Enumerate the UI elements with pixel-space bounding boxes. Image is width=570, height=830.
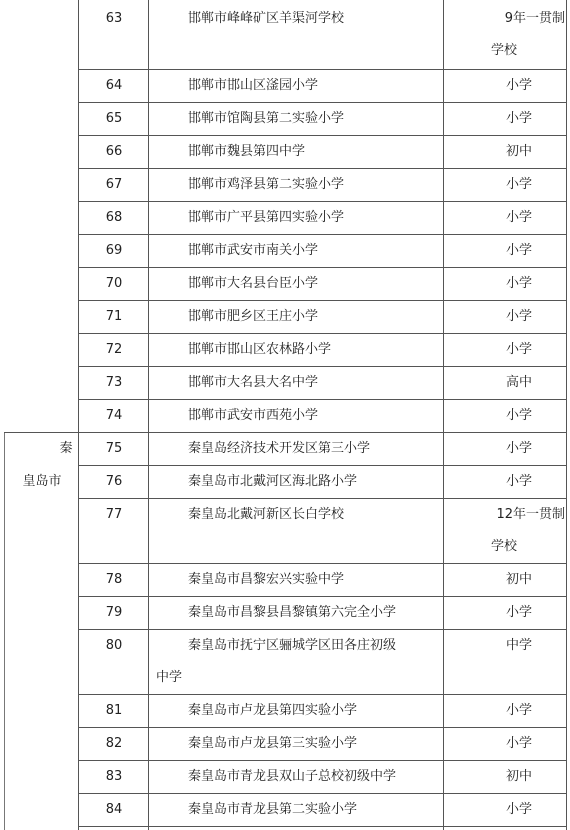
school-type: 初中	[505, 572, 532, 587]
row-number: 70	[105, 276, 123, 291]
row-divider	[78, 694, 567, 695]
school-type-cont: 学校	[490, 43, 517, 58]
row-divider	[78, 333, 567, 334]
school-name: 邯郸市邯山区滏园小学	[188, 78, 319, 93]
school-name: 秦皇岛市抚宁区骊城学区田各庄初级	[188, 638, 397, 653]
row-divider	[78, 69, 567, 70]
school-type: 小学	[505, 111, 532, 126]
row-number: 75	[105, 441, 123, 456]
row-number: 82	[105, 736, 123, 751]
row-divider	[78, 498, 567, 499]
city-label-line2: 皇岛市	[22, 474, 62, 489]
row-number: 64	[105, 78, 123, 93]
school-type: 小学	[505, 243, 532, 258]
row-number: 77	[105, 507, 123, 522]
school-type: 小学	[505, 177, 532, 192]
row-number: 68	[105, 210, 123, 225]
school-name: 秦皇岛经济技术开发区第三小学	[188, 441, 371, 456]
city-label-line1: 秦	[59, 441, 73, 456]
school-name: 邯郸市峰峰矿区羊渠河学校	[188, 11, 345, 26]
row-divider	[78, 135, 567, 136]
row-divider	[78, 267, 567, 268]
row-divider	[78, 826, 567, 827]
row-divider	[78, 399, 567, 400]
school-type: 小学	[505, 78, 532, 93]
school-type: 小学	[505, 276, 532, 291]
school-type: 初中	[505, 769, 532, 784]
school-name: 秦皇岛市卢龙县第四实验小学	[188, 703, 358, 718]
school-type: 小学	[505, 474, 532, 489]
school-type: 初中	[505, 144, 532, 159]
school-name: 邯郸市大名县台臣小学	[188, 276, 319, 291]
school-name: 邯郸市广平县第四实验小学	[188, 210, 345, 225]
row-number: 73	[105, 375, 123, 390]
school-type: 高中	[505, 375, 532, 390]
school-type: 小学	[505, 736, 532, 751]
row-divider	[78, 102, 567, 103]
row-number: 72	[105, 342, 123, 357]
row-divider	[78, 596, 567, 597]
row-divider	[78, 563, 567, 564]
row-divider	[78, 793, 567, 794]
school-type: 小学	[505, 802, 532, 817]
row-divider	[4, 432, 567, 433]
school-type: 中学	[505, 638, 532, 653]
row-number: 78	[105, 572, 123, 587]
school-name: 邯郸市魏县第四中学	[188, 144, 306, 159]
school-type: 12年一贯制	[496, 507, 565, 522]
school-type: 小学	[505, 441, 532, 456]
row-number: 74	[105, 408, 123, 423]
school-name: 邯郸市武安市南关小学	[188, 243, 319, 258]
row-divider	[78, 727, 567, 728]
row-number: 79	[105, 605, 123, 620]
school-type: 小学	[505, 605, 532, 620]
school-name: 邯郸市武安市西苑小学	[188, 408, 319, 423]
school-name: 邯郸市大名县大名中学	[188, 375, 319, 390]
row-divider	[78, 201, 567, 202]
school-name-cont: 中学	[156, 670, 183, 685]
row-divider	[78, 465, 567, 466]
school-type: 小学	[505, 309, 532, 324]
row-number: 67	[105, 177, 123, 192]
school-name: 秦皇岛市昌黎宏兴实验中学	[188, 572, 345, 587]
row-number: 71	[105, 309, 123, 324]
row-divider	[78, 300, 567, 301]
school-name: 邯郸市鸡泽县第二实验小学	[188, 177, 345, 192]
row-divider	[78, 168, 567, 169]
school-name: 邯郸市邯山区农林路小学	[188, 342, 332, 357]
school-name: 秦皇岛市卢龙县第三实验小学	[188, 736, 358, 751]
row-number: 65	[105, 111, 123, 126]
row-number: 69	[105, 243, 123, 258]
school-name: 秦皇岛市青龙县第二实验小学	[188, 802, 358, 817]
row-divider	[78, 234, 567, 235]
school-type: 小学	[505, 342, 532, 357]
school-name: 邯郸市馆陶县第二实验小学	[188, 111, 345, 126]
row-divider	[78, 366, 567, 367]
school-type: 小学	[505, 210, 532, 225]
school-type-cont: 学校	[490, 539, 517, 554]
column-divider	[4, 432, 5, 830]
school-name: 邯郸市肥乡区王庄小学	[188, 309, 319, 324]
school-type: 9年一贯制	[504, 11, 565, 26]
school-name: 秦皇岛市昌黎县昌黎镇第六完全小学	[188, 605, 397, 620]
school-type: 小学	[505, 408, 532, 423]
row-number: 81	[105, 703, 123, 718]
row-divider	[78, 629, 567, 630]
row-number: 63	[105, 11, 123, 26]
row-number: 80	[105, 638, 123, 653]
row-number: 76	[105, 474, 123, 489]
school-name: 秦皇岛市北戴河区海北路小学	[188, 474, 358, 489]
row-divider	[78, 760, 567, 761]
row-number: 84	[105, 802, 123, 817]
school-name: 秦皇岛市青龙县双山子总校初级中学	[188, 769, 397, 784]
school-type: 小学	[505, 703, 532, 718]
row-number: 83	[105, 769, 123, 784]
row-number: 66	[105, 144, 123, 159]
school-name: 秦皇岛北戴河新区长白学校	[188, 507, 345, 522]
